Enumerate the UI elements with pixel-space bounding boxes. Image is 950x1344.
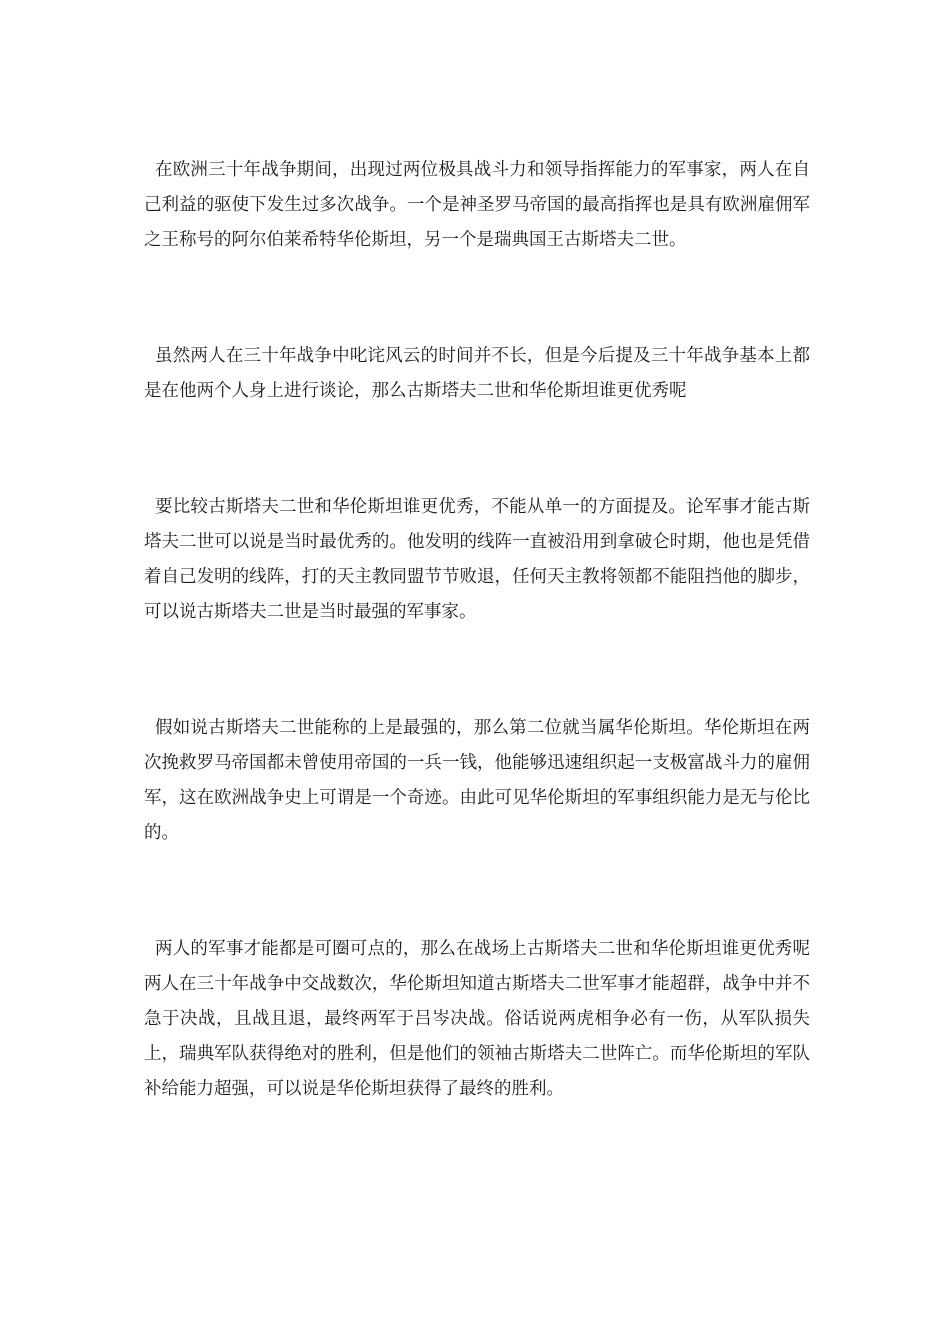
paragraph-4: 假如说古斯塔夫二世能称的上是最强的，那么第二位就当属华伦斯坦。华伦斯坦在两次挽救罗马帝国都未曾使用帝国的一兵一钱，他能够迅速组织起一支极富战斗力的雇佣军，这在欧洲战争史上可谓是一个奇迹。由此可见华伦斯坦的军事组织能力是无与伦比的。 xyxy=(144,718,810,843)
document-body xyxy=(144,153,810,1107)
paragraph-5: 两人的军事才能都是可圈可点的，那么在战场上古斯塔夫二世和华伦斯坦谁更优秀呢两人在三十年战争中交战数次，华伦斯坦知道古斯塔夫二世军事才能超群，战争中并不急于决战，且战且退，最终两军于吕岑决战。俗话说两虎相争必有一伤，从军队损失上，瑞典军队获得绝对的胜利，但是他们的领袖古斯塔夫二世阵亡。而华伦斯坦的军队补给能力超强，可以说是华伦斯坦获得了最终的胜利。 xyxy=(144,939,810,1099)
paragraph-2: 虽然两人在三十年战争中叱诧风云的时间并不长，但是今后提及三十年战争基本上都是在他两个人身上进行谈论，那么古斯塔夫二世和华伦斯坦谁更优秀呢 xyxy=(144,346,810,401)
paragraph-3: 要比较古斯塔夫二世和华伦斯坦谁更优秀，不能从单一的方面提及。论军事才能古斯塔夫二世可以说是当时最优秀的。他发明的线阵一直被沿用到拿破仑时期，他也是凭借着自己发明的线阵，打的天主教同盟节节败退，任何天主教将领都不能阻挡他的脚步，可以说古斯塔夫二世是当时最强的军事家。 xyxy=(144,497,810,622)
paragraph-1: 在欧洲三十年战争期间，出现过两位极具战斗力和领导指挥能力的军事家，两人在自己利益的驱使下发生过多次战争。一个是神圣罗马帝国的最高指挥也是具有欧洲雇佣军之王称号的阿尔伯莱希特华伦斯坦，另一个是瑞典国王古斯塔夫二世。 xyxy=(144,160,810,250)
